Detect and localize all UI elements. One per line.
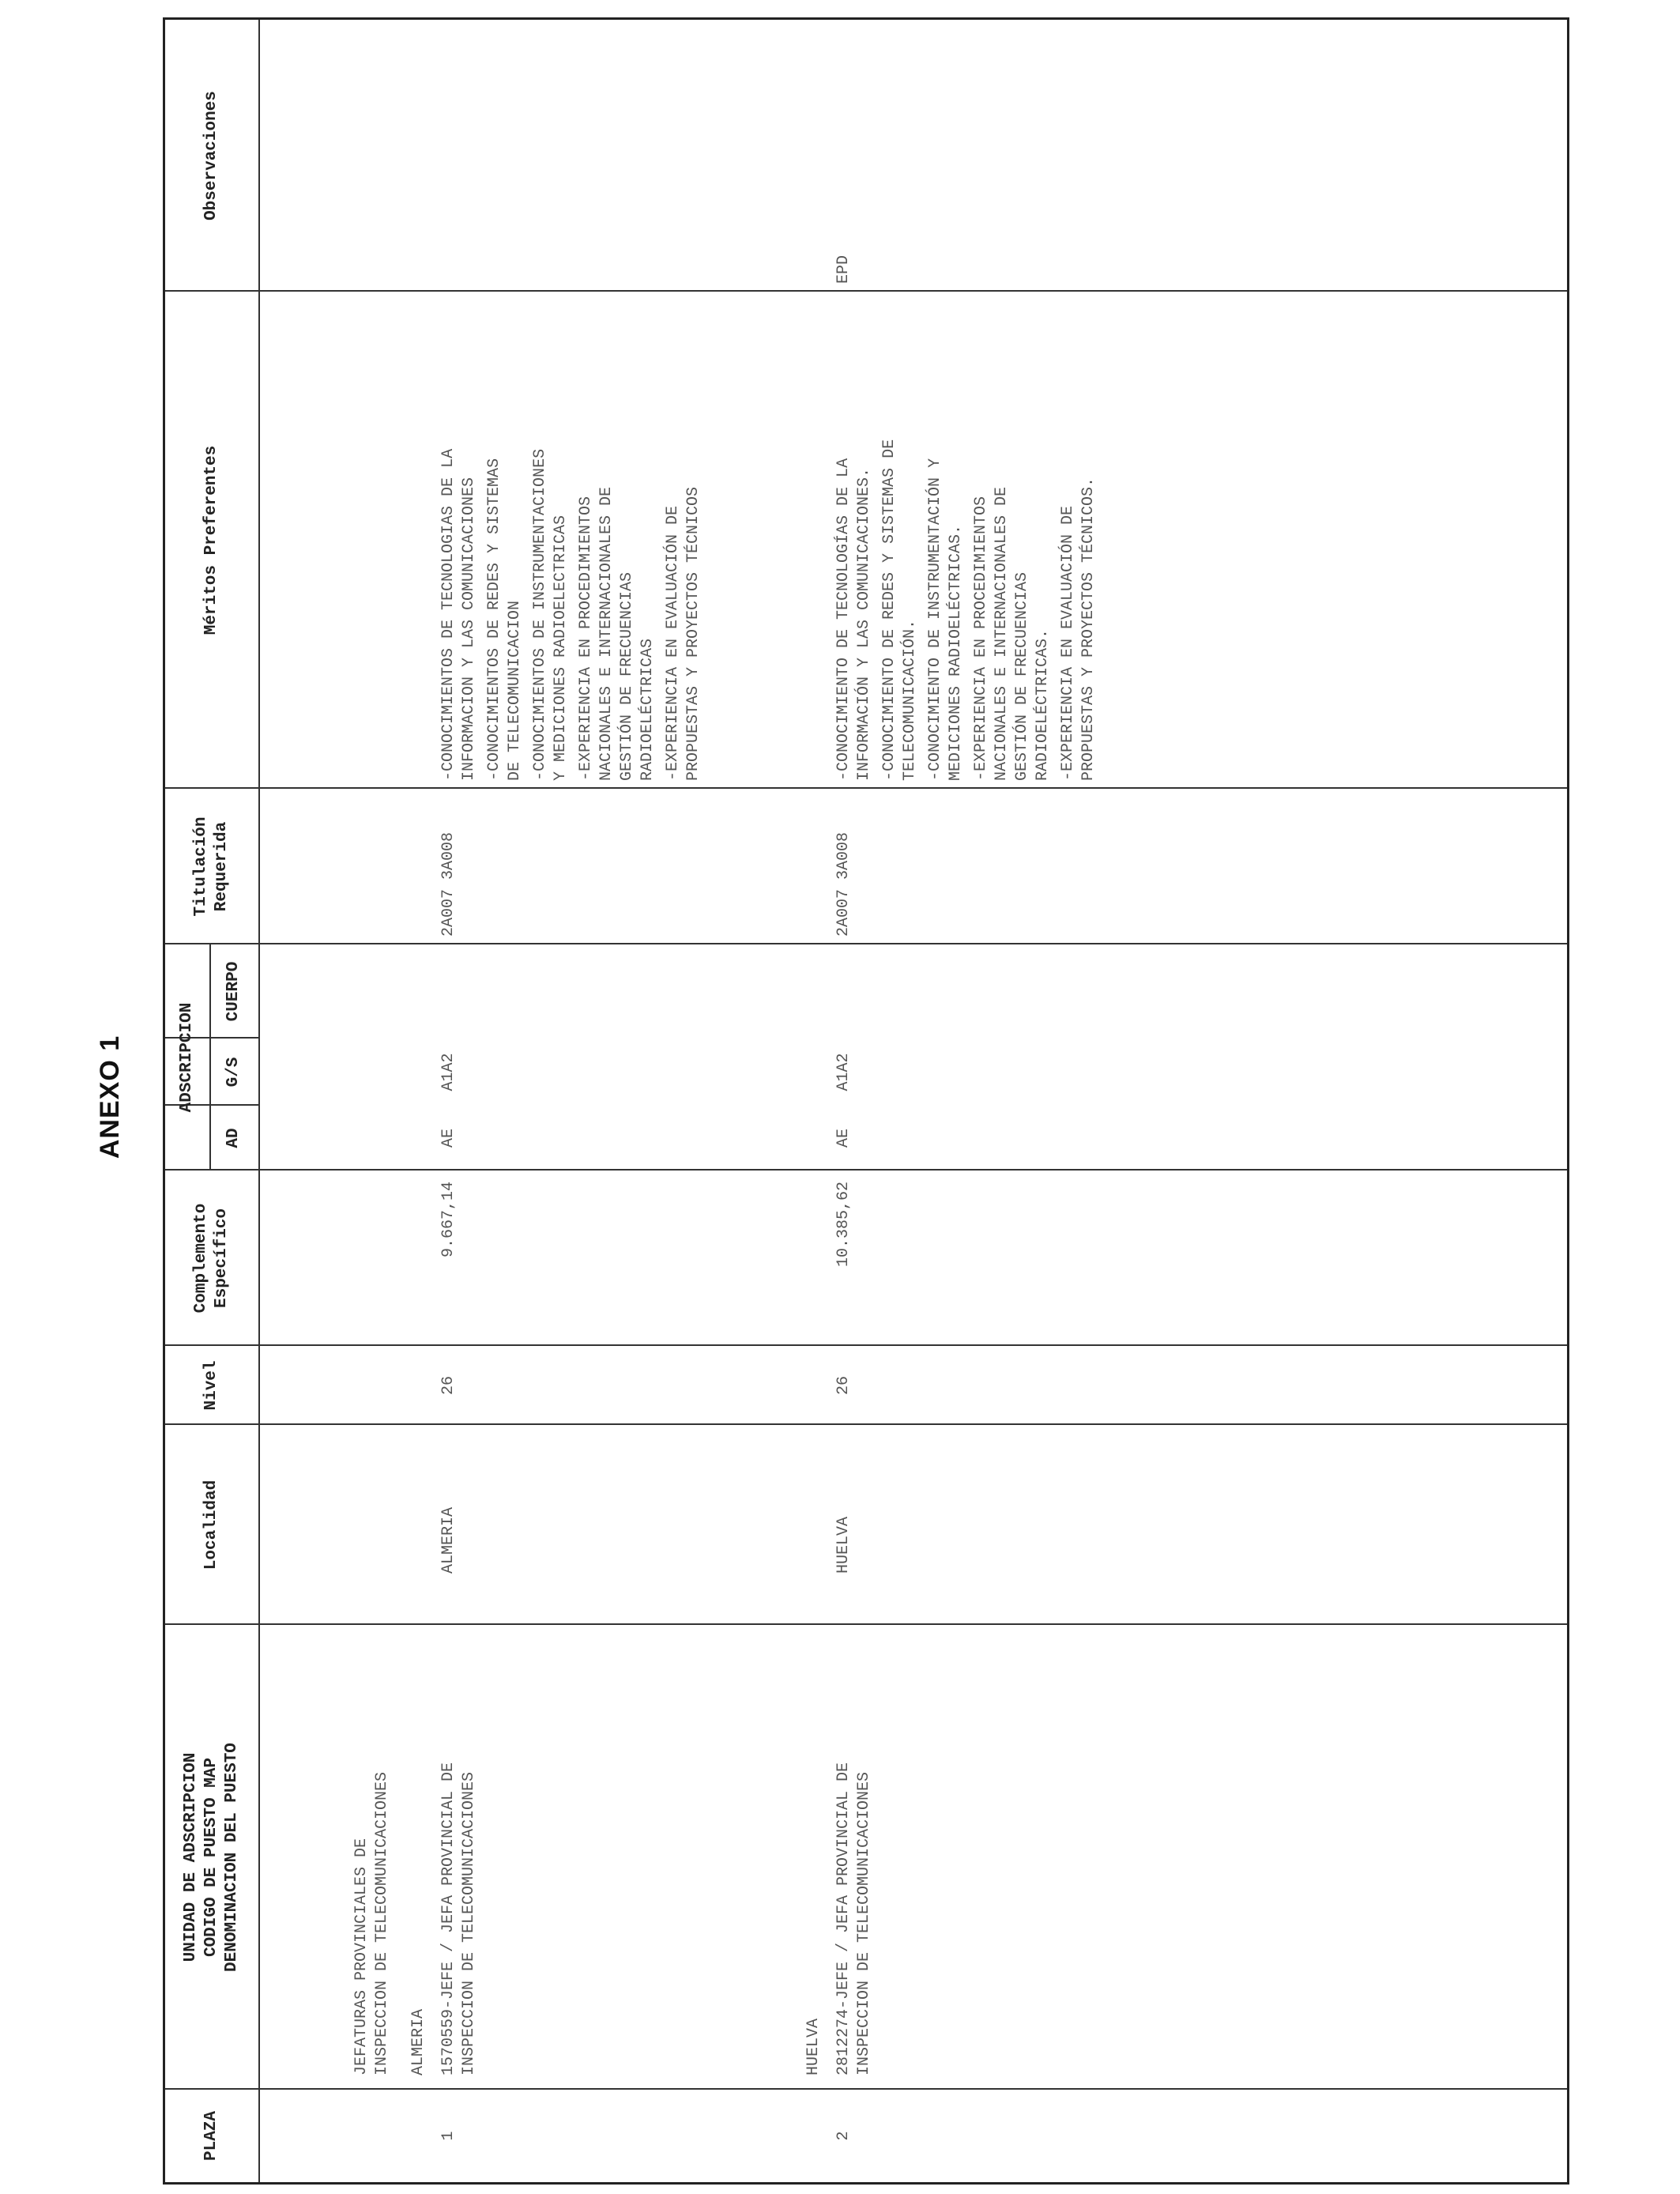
merit-item: -EXPERIENCIA EN EVALUACIÓN DE PROPUESTAS Y PROYECTOS TÉCNICOS [664,486,703,781]
header-bottom-line [258,20,260,2182]
row1-nivel: 26 [439,1376,458,1396]
row2-complemento: 10.385,62 [834,1182,853,1268]
row2-meritos [834,295,1099,781]
merit-item: -CONOCIMIENTOS DE REDES Y SISTEMAS DE TELECOMUNICACION [485,458,524,781]
row2-puesto: 2812274-JEFE / JEFA PROVINCIAL DE INSPECCION DE TELECOMUNICACIONES [834,1762,873,2075]
header-cuerpo: CUERPO [224,961,243,1022]
position-table [163,17,1569,2185]
col-divider [165,1423,1567,1425]
row1-meritos [439,295,704,781]
header-plaza: PLAZA [202,2111,220,2162]
row1-plaza: 1 [439,2131,458,2141]
col-divider [165,290,1567,292]
row2-observaciones: EPD [834,254,853,284]
col-divider [165,943,1567,944]
merit-item: -EXPERIENCIA EN PROCEDIMIENTOS NACIONALES E INTERNACIONALES DE GESTIÓN DE FRECUENCIAS RADIOELÉCTRICAS. [972,486,1052,781]
header-titulacion: Titulación Requerida [192,816,231,917]
row2-plaza: 2 [834,2131,853,2141]
merit-item: -EXPERIENCIA EN PROCEDIMIENTOS NACIONALES E INTERNACIONALES DE GESTIÓN DE FRECUENCIAS RADIOELÉCTRICAS [577,486,657,781]
col-divider [165,1344,1567,1346]
col-divider [165,787,1567,789]
header-meritos: Méritos Preferentes [202,445,220,635]
row2-gs: A1A2 [834,1053,853,1091]
merit-item: -CONOCIMIENTOS DE INSTRUMENTACIONES Y MEDICIONES RADIOELECTRICAS [531,448,570,781]
header-ad: AD [224,1128,243,1148]
merit-item: -CONOCIMIENTOS DE TECNOLOGIAS DE LA INFORMACION Y LAS COMUNICACIONES [439,448,478,781]
row2-ad: AE [834,1129,853,1148]
province-label-huelva: HUELVA [804,2018,823,2075]
header-complemento: Complemento Específico [192,1203,231,1314]
col-divider [165,1623,1567,1625]
page-title: ANEXO 1 [95,1035,125,1159]
row1-puesto: 1570559-JEFE / JEFA PROVINCIAL DE INSPECCION DE TELECOMUNICACIONES [439,1762,478,2075]
row1-localidad: ALMERIA [439,1506,458,1574]
merit-item: -CONOCIMIENTO DE REDES Y SISTEMAS DE TELECOMUNICACIÓN. [880,439,919,781]
row2-nivel: 26 [834,1376,853,1396]
col-divider [165,1169,1567,1171]
header-nivel: Nivel [202,1360,220,1411]
merit-item: -CONOCIMIENTO DE INSTRUMENTACIÓN Y MEDICIONES RADIOELÉCTRICAS. [926,458,965,781]
col-divider [165,2088,1567,2090]
row1-gs: A1A2 [439,1053,458,1091]
unit-group-label: JEFATURAS PROVINCIALES DE INSPECCION DE TELECOMUNICACIONES [352,1771,391,2075]
header-unidad: UNIDAD DE ADSCRIPCION CODIGO DE PUESTO MAP DENOMINACION DEL PUESTO [182,1743,241,1972]
merit-item: -CONOCIMIENTO DE TECNOLOGÍAS DE LA INFORMACIÓN Y LAS COMUNICACIONES. [834,458,873,781]
row2-localidad: HUELVA [834,1516,853,1574]
header-adscripcion: ADSCRIPCION [178,1002,196,1113]
header-observaciones: Observaciones [202,91,220,221]
header-gs: G/S [224,1057,243,1088]
row2-titulacion: 2A007 3A008 [834,831,853,937]
row1-titulacion: 2A007 3A008 [439,831,458,937]
header-localidad: Localidad [202,1480,220,1570]
merit-item: -EXPERIENCIA EN EVALUACIÓN DE PROPUESTAS Y PROYECTOS TÉCNICOS. [1059,477,1098,781]
province-label-almeria: ALMERIA [409,2008,428,2075]
row1-ad: AE [439,1129,458,1148]
row1-complemento: 9.667,14 [439,1182,458,1258]
